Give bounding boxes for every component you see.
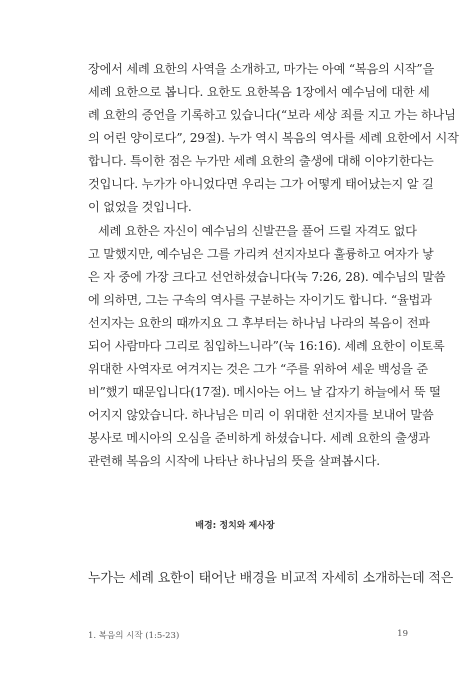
text-line: 위대한 사역자로 여겨지는 것은 그가 “주를 위하여 세운 백성을 준 (88, 362, 428, 376)
section-heading: 배경: 정치와 제사장 (195, 521, 275, 531)
text-line: 누가는 세례 요한이 태어난 배경을 비교적 자세히 소개하는데 적은 (88, 571, 454, 586)
text-line: 관련해 복음의 시작에 나타난 하나님의 뜻을 살펴봅시다. (88, 454, 380, 468)
text-line: 선지자는 요한의 때까지요 그 후부터는 하나님 나라의 복음이 전파 (88, 316, 430, 330)
text-line: 비”했기 때문입니다(17절). 메시아는 어느 날 갑자기 하늘에서 뚝 떨 (88, 385, 441, 399)
text-line: 어지지 않았습니다. 하나님은 미리 이 위대한 선지자를 보내어 말씀 (88, 408, 434, 422)
text-line: 에 의하면, 그는 구속의 역사를 구분하는 자이기도 합니다. “율법과 (88, 293, 432, 307)
text-line: 세례 요한은 자신이 예수님의 신발끈을 풀어 드릴 자격도 없다 (98, 224, 417, 238)
text-line: 되어 사람마다 그리로 침입하느니라”(눅 16:16). 세례 요한이 이토록 (88, 339, 445, 353)
page-number: 19 (397, 629, 408, 639)
text-line: 이 없었을 것입니다. (88, 200, 192, 214)
text-line: 것입니다. 누가가 아니었다면 우리는 그가 어떻게 태어났는지 알 길 (88, 177, 434, 191)
text-line: 례 요한의 증언을 기록하고 있습니다(“보라 세상 죄를 지고 가는 하나님 (88, 108, 456, 122)
text-line: 합니다. 특이한 점은 누가만 세례 요한의 출생에 대해 이야기한다는 (88, 154, 434, 168)
text-line: 장에서 세례 요한의 사역을 소개하고, 마가는 아예 “복음의 시작”을 (88, 62, 435, 76)
text-line: 의 어린 양이로다”, 29절). 누가 역시 복음의 역사를 세례 요한에서 시작 (88, 131, 459, 145)
footer-chapter: 1. 복음의 시작 (1:5-23) (88, 631, 180, 641)
text-line: 고 말했지만, 예수님은 그를 가리켜 선지자보다 훌륭하고 여자가 낳 (88, 247, 434, 261)
text-line: 은 자 중에 가장 크다고 선언하셨습니다(눅 7:26, 28). 예수님의 말씀 (88, 270, 446, 284)
text-line: 세례 요한으로 봅니다. 요한도 요한복음 1장에서 예수님에 대한 세 (88, 85, 430, 99)
text-line: 봉사로 메시아의 오심을 준비하게 하셨습니다. 세례 요한의 출생과 (88, 431, 430, 445)
